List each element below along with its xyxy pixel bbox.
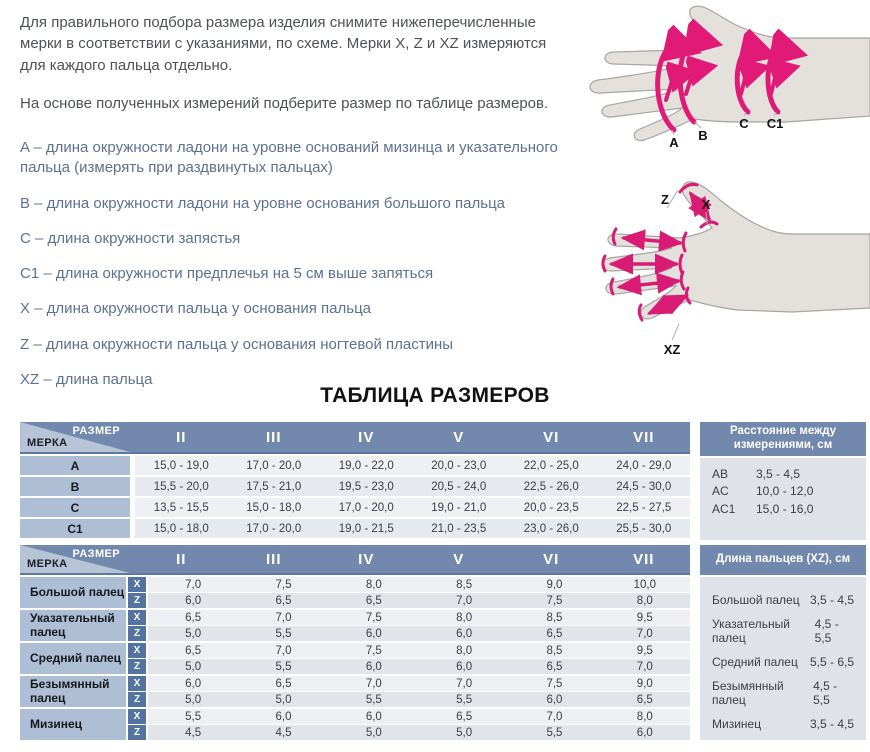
finger-x-value: 7,5 <box>546 677 563 690</box>
finger-x-value: 6,5 <box>185 611 202 624</box>
finger-length-value: 5,5 - 6,5 <box>809 655 854 669</box>
finger-length-label: Большой палец <box>712 593 800 607</box>
finger-group <box>20 676 690 707</box>
finger-length-row <box>712 617 854 645</box>
finger-z-value: 6,0 <box>365 627 382 640</box>
size-grid-corner-cell <box>20 422 130 452</box>
finger-x-value: 6,5 <box>456 710 473 723</box>
finger-group <box>20 610 690 641</box>
x-badge: X <box>128 709 146 724</box>
finger-x-value: 6,0 <box>365 710 382 723</box>
finger-size-table <box>20 545 690 740</box>
hand-silhouette <box>590 6 870 140</box>
finger-label: Указательный палец <box>20 610 126 641</box>
finger-z-value: 6,0 <box>636 726 653 739</box>
size-column-header: II <box>176 550 187 568</box>
z-badge: Z <box>128 626 146 641</box>
finger-z-row <box>148 593 690 608</box>
distance-value: 10,0 - 12,0 <box>756 484 814 499</box>
measurement-row-label: C1 <box>20 519 130 538</box>
measurement-value: 19,5 - 23,0 <box>338 480 394 493</box>
measurement-row <box>20 477 690 496</box>
measurement-definition: C1 – длина окружности предплечья на 5 см выше запяться <box>20 265 434 283</box>
distance-value: 3,5 - 4,5 <box>756 467 801 481</box>
finger-x-value: 7,5 <box>275 578 292 591</box>
distance-row <box>712 501 854 518</box>
label-x: X <box>701 197 711 212</box>
finger-z-value: 6,0 <box>185 594 202 607</box>
label-a: A <box>669 135 679 150</box>
label-xz: XZ <box>663 342 681 357</box>
finger-z-value: 6,5 <box>546 627 563 640</box>
finger-z-value: 5,5 <box>365 693 382 706</box>
measurement-value: 22,5 - 26,0 <box>523 480 579 493</box>
measurement-value: 19,0 - 22,0 <box>338 459 394 472</box>
finger-x-value: 8,0 <box>456 644 473 657</box>
intro-text <box>20 12 570 405</box>
finger-x-value: 7,0 <box>456 677 473 690</box>
size-table-title: ТАБЛИЦА РАЗМЕРОВ <box>320 384 550 407</box>
distance-box-body <box>700 458 866 540</box>
finger-z-value: 7,0 <box>636 627 653 640</box>
finger-length-label: Указательный палец <box>712 617 790 645</box>
measurement-definitions <box>20 138 570 390</box>
finger-x-value: 8,5 <box>546 611 563 624</box>
hand-circumference-diagram <box>580 2 870 152</box>
finger-x-row <box>148 610 690 625</box>
measurement-value: 15,0 - 18,0 <box>246 501 302 514</box>
finger-z-row <box>148 626 690 641</box>
finger-z-value: 6,0 <box>365 660 382 673</box>
xz-badges <box>128 610 146 641</box>
corner-merka-label: МЕРКА <box>27 437 68 449</box>
finger-z-value: 6,5 <box>275 594 292 607</box>
finger-x-row <box>148 709 690 724</box>
size-column-header: V <box>453 428 465 446</box>
measurement-value: 22,0 - 25,0 <box>523 459 579 472</box>
finger-z-value: 5,5 <box>546 726 563 739</box>
finger-values <box>148 676 690 707</box>
measurement-definition: A – длина окружности ладони на уровне оснований мизинца и указательного пальца (измерять при раздвинутых пальцах) <box>20 139 558 177</box>
finger-group <box>20 709 690 740</box>
finger-z-value: 5,0 <box>456 726 473 739</box>
size-table-header-row <box>20 545 690 575</box>
label-c1: C1 <box>766 116 784 131</box>
label-c: C <box>739 116 749 131</box>
measurement-values <box>135 456 690 475</box>
measurement-row <box>20 456 690 475</box>
z-badge: Z <box>128 593 146 608</box>
finger-length-value: 3,5 - 4,5 <box>809 717 854 731</box>
measurement-value: 19,0 - 21,0 <box>431 501 487 514</box>
finger-z-value: 7,0 <box>456 594 473 607</box>
finger-x-value: 9,0 <box>636 677 653 690</box>
finger-z-value: 6,0 <box>546 693 563 706</box>
finger-group <box>20 643 690 674</box>
size-column-header: VI <box>543 550 560 568</box>
finger-length-row <box>712 593 854 607</box>
finger-x-value: 7,5 <box>365 611 382 624</box>
distance-between-measurements-box <box>700 422 866 540</box>
finger-x-value: 8,0 <box>365 578 382 591</box>
measurement-row-label: C <box>20 498 130 517</box>
finger-x-value: 6,5 <box>185 644 202 657</box>
finger-values <box>148 610 690 641</box>
measurement-row-label: B <box>20 477 130 496</box>
intro-paragraph-1: Для правильного подбора размера изделия снимите нижеперечисленные мерки в соответствии с указаниями, по схеме. Мерки X, Z и XZ измеряются для каждого пальца отдельно. <box>20 14 547 74</box>
measurement-value: 17,0 - 20,0 <box>338 501 394 514</box>
finger-z-value: 5,5 <box>456 693 473 706</box>
z-badge: Z <box>128 692 146 707</box>
measurement-definition: Z – длина окружности пальца у основания ногтевой пластины <box>20 335 454 353</box>
measurement-value: 20,5 - 24,0 <box>431 480 487 493</box>
finger-x-value: 6,0 <box>275 710 292 723</box>
measurement-value: 23,0 - 26,0 <box>523 522 579 535</box>
distance-label: AB <box>712 467 729 481</box>
finger-z-value: 5,5 <box>275 627 292 640</box>
size-column-header: II <box>176 428 187 446</box>
measurement-value: 20,0 - 23,5 <box>523 501 579 514</box>
circumference-size-table <box>20 422 690 538</box>
hand-silhouette <box>602 182 870 319</box>
finger-z-row <box>148 725 690 740</box>
finger-x-value: 7,0 <box>185 578 202 591</box>
finger-length-box <box>700 545 866 740</box>
measurement-definition: C – длина окружности запястья <box>20 229 241 247</box>
measurement-values <box>135 519 690 538</box>
measurement-value: 15,0 - 19,0 <box>153 459 209 472</box>
finger-x-value: 8,0 <box>636 710 653 723</box>
finger-x-value: 9,5 <box>636 611 653 624</box>
finger-x-value: 7,0 <box>546 710 563 723</box>
finger-rows <box>20 577 690 740</box>
finger-length-box-body <box>700 577 866 740</box>
size-column-header: VII <box>633 428 655 446</box>
finger-length-label: Средний палец <box>712 655 798 669</box>
finger-x-value: 8,0 <box>456 611 473 624</box>
finger-z-value: 6,0 <box>456 627 473 640</box>
size-column-header: III <box>265 550 282 568</box>
x-badge: X <box>128 676 146 691</box>
measurement-value: 17,5 - 21,0 <box>246 480 302 493</box>
corner-merka-label: МЕРКА <box>27 558 68 570</box>
finger-z-value: 5,0 <box>185 693 202 706</box>
finger-z-value: 4,5 <box>185 726 202 739</box>
hand-diagrams <box>580 0 870 380</box>
size-column-header: III <box>265 428 282 446</box>
finger-x-value: 5,5 <box>185 710 202 723</box>
distance-label: AC1 <box>712 501 736 516</box>
finger-z-row <box>148 659 690 674</box>
finger-x-value: 8,5 <box>546 644 563 657</box>
size-table-header-row <box>20 422 690 454</box>
finger-values <box>148 643 690 674</box>
finger-z-value: 7,5 <box>546 594 563 607</box>
measurement-value: 20,0 - 23,0 <box>431 459 487 472</box>
finger-measurement-diagram <box>580 172 870 372</box>
measurement-values <box>135 498 690 517</box>
finger-z-value: 5,0 <box>275 693 292 706</box>
leader-xz <box>672 324 679 340</box>
size-column-header: IV <box>358 550 375 568</box>
finger-z-value: 8,0 <box>636 594 653 607</box>
finger-x-value: 7,0 <box>365 677 382 690</box>
finger-values <box>148 709 690 740</box>
finger-length-row <box>712 717 854 731</box>
xz-badges <box>128 676 146 707</box>
finger-x-value: 9,0 <box>546 578 563 591</box>
size-column-header: VI <box>543 428 560 446</box>
finger-z-value: 6,0 <box>456 660 473 673</box>
label-z: Z <box>661 192 669 207</box>
finger-label: Большой палец <box>20 577 126 608</box>
finger-z-value: 5,5 <box>275 660 292 673</box>
xz-badges <box>128 577 146 608</box>
size-columns <box>135 422 690 452</box>
corner-size-label: РАЗМЕР <box>72 425 120 437</box>
measurement-value: 17,0 - 20,0 <box>246 522 302 535</box>
corner-size-label: РАЗМЕР <box>72 548 120 560</box>
finger-z-value: 7,0 <box>636 660 653 673</box>
size-column-header: VII <box>633 550 655 568</box>
measurement-definition: X – длина окружности пальца у основания пальца <box>20 300 372 318</box>
distance-row <box>712 466 854 483</box>
finger-label: Безымянный палец <box>20 676 126 707</box>
measurement-value: 25,5 - 30,0 <box>616 522 672 535</box>
finger-x-row <box>148 577 690 592</box>
measurement-row <box>20 519 690 538</box>
measurement-value: 17,0 - 20,0 <box>246 459 302 472</box>
xz-badges <box>128 643 146 674</box>
x-badge: X <box>128 577 146 592</box>
finger-x-row <box>148 643 690 658</box>
measurement-value: 19,0 - 21,5 <box>338 522 394 535</box>
distance-value: 15,0 - 16,0 <box>756 501 814 516</box>
finger-length-row <box>712 679 854 707</box>
finger-group <box>20 577 690 608</box>
finger-length-label: Безымянный палец <box>712 679 784 707</box>
measurement-values <box>135 477 690 496</box>
measurement-definition: XZ – длина пальца <box>20 370 153 388</box>
z-badge: Z <box>128 659 146 674</box>
finger-length-box-title: Длина пальцев (XZ), см <box>700 545 866 575</box>
finger-x-value: 8,5 <box>456 578 473 591</box>
finger-z-value: 5,0 <box>185 627 202 640</box>
size-columns <box>135 545 690 573</box>
measurement-value: 15,5 - 20,0 <box>153 480 209 493</box>
measurement-value: 13,5 - 15,5 <box>153 501 209 514</box>
label-b: B <box>698 128 708 143</box>
finger-x-value: 7,5 <box>365 644 382 657</box>
finger-x-value: 6,5 <box>275 677 292 690</box>
x-badge: X <box>128 610 146 625</box>
measurement-value: 15,0 - 18,0 <box>153 522 209 535</box>
distance-row <box>712 483 854 500</box>
measurement-row-label: A <box>20 456 130 475</box>
z-badge: Z <box>128 725 146 740</box>
finger-x-row <box>148 676 690 691</box>
finger-x-value: 9,5 <box>636 644 653 657</box>
measurement-row <box>20 498 690 517</box>
finger-x-value: 7,0 <box>275 644 292 657</box>
size-grid-corner-cell <box>20 545 130 573</box>
distance-label: AC <box>712 484 729 499</box>
x-badge: X <box>128 643 146 658</box>
measurement-definition: B – длина окружности ладони на уровне основания большого пальца <box>20 194 506 212</box>
finger-z-value: 6,5 <box>365 594 382 607</box>
finger-x-value: 7,0 <box>275 611 292 624</box>
intro-paragraph-2: На основе полученных измерений подберите размер по таблице размеров. <box>20 94 549 112</box>
size-column-header: IV <box>358 428 375 446</box>
finger-values <box>148 577 690 608</box>
distance-box-title: Расстояние между измерениями, см <box>700 422 866 456</box>
measurement-value: 24,0 - 29,0 <box>616 459 672 472</box>
finger-z-value: 6,5 <box>636 693 653 706</box>
finger-length-value: 3,5 - 4,5 <box>809 593 854 607</box>
measurement-value: 21,0 - 23,5 <box>431 522 487 535</box>
finger-length-value: 4,5 - 5,5 <box>813 679 838 707</box>
finger-x-value: 10,0 <box>633 578 656 591</box>
finger-z-value: 6,5 <box>546 660 563 673</box>
finger-z-row <box>148 692 690 707</box>
finger-length-row <box>712 655 854 669</box>
finger-length-label: Мизинец <box>712 717 762 731</box>
xz-badges <box>128 709 146 740</box>
measurement-value: 24,5 - 30,0 <box>616 480 672 493</box>
measurement-value: 22,5 - 27,5 <box>616 501 672 514</box>
size-column-header: V <box>453 550 465 568</box>
circumference-rows <box>20 456 690 538</box>
finger-length-value: 4,5 - 5,5 <box>814 617 839 645</box>
finger-x-value: 6,0 <box>185 677 202 690</box>
finger-z-value: 5,0 <box>185 660 202 673</box>
finger-z-value: 5,0 <box>365 726 382 739</box>
finger-label: Мизинец <box>20 709 126 740</box>
finger-z-value: 4,5 <box>275 726 292 739</box>
finger-label: Средний палец <box>20 643 126 674</box>
